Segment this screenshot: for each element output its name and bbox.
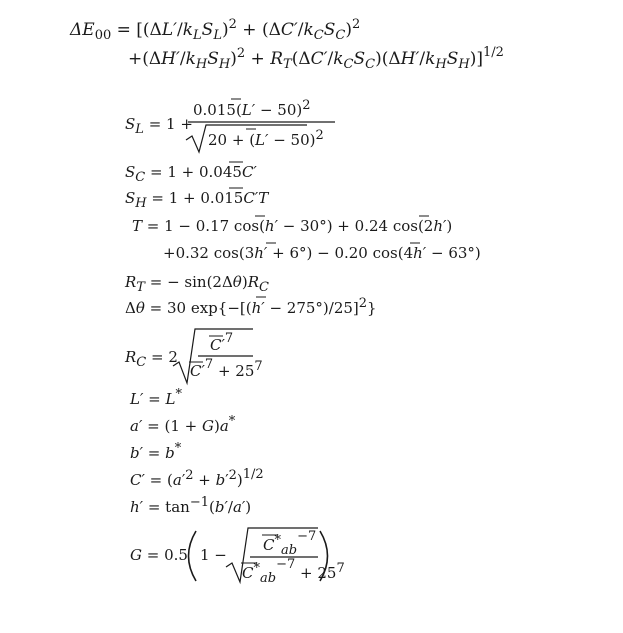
g-numerator: C*ab−7: [263, 529, 317, 558]
g-inner: 1 −: [200, 546, 227, 564]
sl-numerator: 0.015(L′ − 50)2: [193, 98, 311, 119]
sh-equation: SH = 1 + 0.015C′T: [125, 189, 269, 211]
g-lhs: G = 0.5: [130, 546, 188, 564]
l-prime-equation: L′ = L*: [130, 387, 182, 408]
b-prime-equation: b′ = b*: [130, 441, 182, 462]
delta-e-line-2: $+(\Delta H'/k_HS_H)^2 + R_T(\Delta C'/k_CS_C)(\Delta H'/k_HS_H)]^{1/2}$: [128, 45, 504, 72]
delta-e-line-1: $\Delta E_{00} = [(\Delta L'/k_LS_L)^2 + (\Delta C'/k_CS_C)^2$: [70, 17, 361, 43]
sl-lhs: SL = 1 +: [125, 115, 193, 137]
sc-equation: SC = 1 + 0.045C′: [125, 163, 257, 185]
rc-lhs: RC = 2: [125, 348, 178, 370]
g-left-paren: [189, 531, 197, 581]
rc-numerator: C′7: [210, 331, 234, 354]
h-prime-equation: h′ = tan−1(b′/a′): [130, 495, 252, 516]
sl-denominator: 20 + (L′ − 50)2: [208, 128, 324, 149]
rt-equation: RT = − sin(2Δθ)RC: [125, 273, 269, 295]
delta-theta-equation: Δθ = 30 exp{−[(h′ − 275°)/25]2}: [125, 296, 377, 317]
g-denominator: C*ab−7 + 257: [242, 557, 345, 586]
a-prime-equation: a′ = (1 + G)a*: [130, 414, 236, 435]
c-prime-equation: C′ = (a′2 + b′2)1/2: [130, 467, 264, 489]
t-equation-line-2: +0.32 cos(3h′ + 6°) − 0.20 cos(4h′ − 63°): [163, 244, 481, 262]
rc-denominator: C′7 + 257: [190, 357, 263, 380]
t-equation-line-1: T = 1 − 0.17 cos(h′ − 30°) + 0.24 cos(2h′): [132, 217, 453, 235]
